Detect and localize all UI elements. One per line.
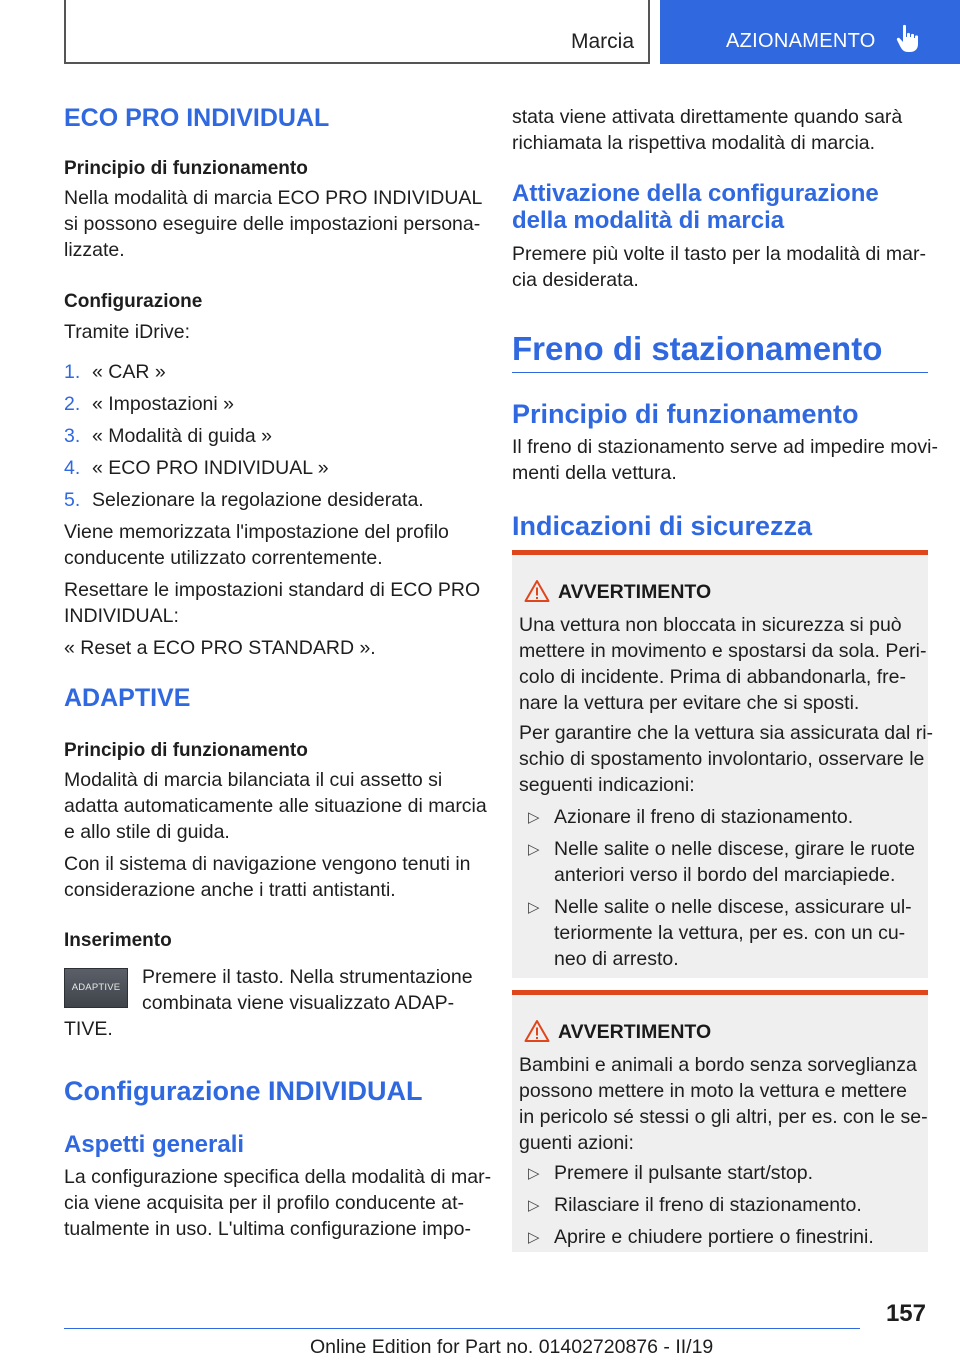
warning-title: AVVERTIMENTO <box>558 581 712 603</box>
safety-heading: Indicazioni di sicurezza <box>512 511 813 541</box>
adaptive-heading: ADAPTIVE <box>64 684 191 712</box>
list-item: Azionare il freno di stazionamento. <box>554 806 854 828</box>
warning-paragraph-1: Una vettura non bloccata in sicurezza si può mettere in movimento e spostarsi da sola. Peri- colo di incidente. Prima di abbandonarla, fre- nare la vettura per evitare che si sposti. <box>519 614 927 714</box>
warning-box-1 <box>512 550 934 978</box>
warning-title: AVVERTIMENTO <box>558 1021 712 1043</box>
continued-paragraph: stata viene attivata direttamente quando sarà richiamata la rispettiva modalità di marcia. <box>512 106 903 154</box>
bullet-icon: ▷ <box>528 1229 540 1246</box>
warning-box-2 <box>512 990 928 1252</box>
eco-steps-list <box>64 359 424 519</box>
warning-triangle-icon <box>524 1019 550 1043</box>
list-item: Aprire e chiudere portiere o finestrini. <box>554 1226 874 1248</box>
bullet-icon: ▷ <box>528 1165 540 1182</box>
adaptive-paragraph-2: Con il sistema di navigazione vengono tenuti in considerazione anche i tratti antistanti. <box>64 853 471 901</box>
warning-paragraph: Bambini e animali a bordo senza sorveglianza possono mettere in moto la vettura e mettere in pericolo sé stessi o gli altri, per es. con le se- guenti azioni: <box>519 1054 928 1154</box>
header-chapter-tab[interactable] <box>660 0 960 64</box>
title-divider <box>512 372 928 373</box>
warning-triangle-icon <box>524 579 550 603</box>
list-item: Rilasciare il freno di stazionamento. <box>554 1194 862 1216</box>
individual-config-heading: Configurazione INDIVIDUAL <box>64 1076 423 1106</box>
general-aspects-heading: Aspetti generali <box>64 1131 245 1158</box>
list-item: Nelle salite o nelle discese, assicurare ul- teriormente la vettura, per es. con un cu- neo di arresto. <box>554 896 912 970</box>
eco-idrive-text: Tramite iDrive: <box>64 321 191 343</box>
eco-paragraph-3: Viene memorizzata l'impostazione del profilo conducente utilizzato correntemente. <box>64 521 449 569</box>
hand-pointer-icon <box>896 24 922 54</box>
bullet-icon: ▷ <box>528 1197 540 1214</box>
warning-paragraph-2: Per garantire che la vettura sia assicurata dal ri- schio di spostamento involontario, osservare le seguenti indicazioni: <box>519 722 934 796</box>
bullet-icon: ▷ <box>528 809 540 826</box>
list-item: 2. « Impostazioni » <box>64 393 234 415</box>
adaptive-paragraph-3a: Premere il tasto. Nella strumentazione combinata viene visualizzato ADAP- <box>142 966 473 1014</box>
adaptive-button-image: ADAPTIVE <box>64 968 128 1008</box>
footer-edition-text: Online Edition for Part no. 01402720876 - II/19 <box>310 1336 714 1358</box>
list-item: 1. « CAR » <box>64 361 166 383</box>
principle-paragraph: Il freno di stazionamento serve ad impedire movi- menti della vettura. <box>512 436 938 484</box>
header-section-label: Marcia <box>570 30 634 53</box>
list-item: Nelle salite o nelle discese, girare le ruote anteriori verso il bordo del marciapiede. <box>554 838 915 886</box>
activation-heading: Attivazione della configurazione della modalità di marcia <box>512 180 879 234</box>
header-section-box <box>64 0 650 64</box>
page-number: 157 <box>885 1300 926 1327</box>
footer-divider <box>64 1328 860 1329</box>
adaptive-activation-subheading: Inserimento <box>64 930 172 951</box>
principle-heading: Principio di funzionamento <box>512 399 859 429</box>
general-aspects-paragraph: La configurazione specifica della modalità di mar- cia viene acquisita per il profilo conducente at- tualmente in uso. L'ultima configurazione impo- <box>64 1166 492 1240</box>
eco-pro-individual-heading: ECO PRO INDIVIDUAL <box>64 104 330 132</box>
header-chapter-label: AZIONAMENTO <box>726 30 876 52</box>
bullet-icon: ▷ <box>528 841 540 858</box>
list-item: 3. « Modalità di guida » <box>64 425 272 447</box>
eco-configuration-subheading: Configurazione <box>64 291 203 312</box>
list-item: Premere il pulsante start/stop. <box>554 1162 814 1184</box>
parking-brake-title: Freno di stazionamento <box>512 330 883 367</box>
adaptive-paragraph-1: Modalità di marcia bilanciata il cui assetto si adatta automaticamente alle situazione di marcia e allo stile di guida. <box>64 769 487 843</box>
list-item: 4. « ECO PRO INDIVIDUAL » <box>64 457 329 479</box>
adaptive-paragraph-3b: TIVE. <box>64 1018 113 1040</box>
bullet-icon: ▷ <box>528 899 540 916</box>
eco-principle-subheading: Principio di funzionamento <box>64 158 308 179</box>
activation-paragraph: Premere più volte il tasto per la modalità di mar- cia desiderata. <box>512 243 927 291</box>
list-item: 5. Selezionare la regolazione desiderata. <box>64 489 424 511</box>
eco-paragraph-1: Nella modalità di marcia ECO PRO INDIVIDUAL si possono eseguire delle impostazioni persona- lizzate. <box>64 187 483 261</box>
eco-reset-text: « Reset a ECO PRO STANDARD ». <box>64 637 376 659</box>
eco-paragraph-4: Resettare le impostazioni standard di ECO PRO INDIVIDUAL: <box>64 579 481 627</box>
adaptive-principle-subheading: Principio di funzionamento <box>64 740 308 761</box>
